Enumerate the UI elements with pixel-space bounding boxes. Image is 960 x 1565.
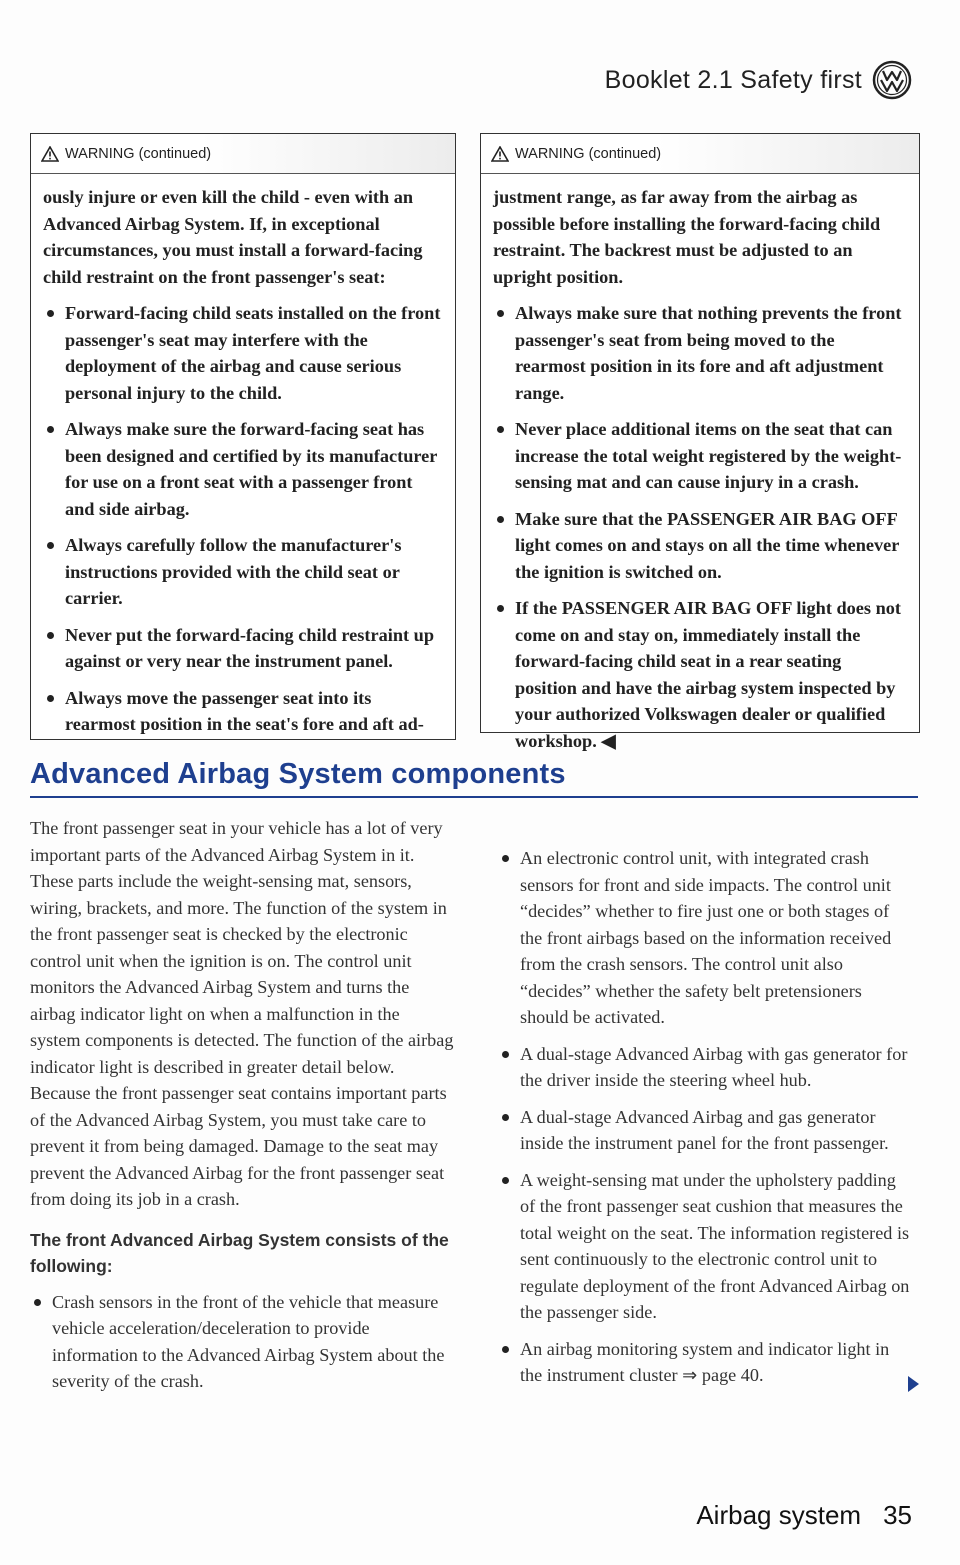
warning-bullet: Always make sure the forward-facing seat has been designed and certified by its manufacturer for use on a front seat with a passenger front and side airbag. — [43, 416, 443, 522]
component-bullet: A dual-stage Advanced Airbag with gas generator for the driver inside the steering wheel hub. — [498, 1041, 910, 1094]
page-header — [605, 60, 912, 100]
page-footer — [696, 1500, 912, 1531]
warning-bullet: Always make sure that nothing prevents the front passenger's seat from being moved to the rearmost position in its fore and aft adjustment range. — [493, 300, 907, 406]
component-bullet: A dual-stage Advanced Airbag and gas generator inside the instrument panel for the front passenger. — [498, 1104, 910, 1157]
warning-box-left — [30, 133, 456, 740]
component-bullet: An airbag monitoring system and indicator light in the instrument cluster ⇒ page 40. — [498, 1336, 910, 1389]
component-bullet: An electronic control unit, with integrated crash sensors for front and side impacts. The control unit “decides” whether to fire just one or both stages of the front airbags based on the information received from the crash sensors. The control unit also “decides” whether the safety belt pretensioners should be activated. — [498, 845, 910, 1031]
warning-bullet: If the PASSENGER AIR BAG OFF light does not come on and stay on, immediately install the forward-facing child seat in a rear seating position and have the airbag system inspected by your authorized Volkswagen dealer or qualified workshop. ◀ — [493, 595, 907, 754]
body-column-left — [30, 815, 454, 1405]
section-title: Advanced Airbag System components — [30, 758, 566, 790]
components-subheading: The front Advanced Airbag System consists of the following: — [30, 1229, 449, 1276]
warning-bullet: Make sure that the PASSENGER AIR BAG OFF light comes on and stays on all the time whenever the ignition is switched on. — [493, 506, 907, 586]
warning-bullet: Forward-facing child seats installed on the front passenger's seat may interfere with the deployment of the airbag and cause serious personal injury to the child. — [43, 300, 443, 406]
warning-header — [481, 134, 919, 174]
warning-title: WARNING (continued) — [65, 145, 212, 162]
chapter-label: Airbag system — [696, 1500, 862, 1530]
warning-bullet: Always move the passenger seat into its rearmost position in the seat's fore and aft ad- — [43, 685, 443, 738]
warning-box-right — [480, 133, 920, 751]
page-number: 35 — [883, 1500, 912, 1530]
warning-body — [481, 174, 919, 754]
warning-bullet: Never place additional items on the seat that can increase the total weight registered by the weight-sensing mat and can cause injury in a crash. — [493, 416, 907, 496]
section-intro: The front passenger seat in your vehicle has a lot of very important parts of the Advanced Airbag System in it. These parts include the weight-sensing mat, sensors, wiring, brackets, and more. The function of the system in the front passenger seat is checked by the electronic control unit when the ignition is on. The control unit monitors the Advanced Airbag System and turns the airbag indicator light on when a malfunction in the system components is detected. The function of the airbag indicator light is described in greater detail below. Because the front passenger seat contains important parts of the Advanced Airbag System, you must take care to prevent it from being damaged. Damage to the seat may prevent the Advanced Airbag for the front passenger seat from doing its job in a crash. — [30, 818, 454, 1209]
section-divider — [30, 796, 918, 798]
warning-body — [31, 174, 455, 738]
component-bullet: Crash sensors in the front of the vehicle that measure vehicle acceleration/deceleration to provide information to the Advanced Airbag System about the severity of the crash. — [30, 1289, 454, 1395]
component-bullet: A weight-sensing mat under the upholstery padding of the front passenger seat cushion that measures the total weight on the seat. The information registered is sent continuously to the electronic control unit to regulate deployment of the front Advanced Airbag on the passenger side. — [498, 1167, 910, 1326]
warning-intro: ously injure or even kill the child - even with an Advanced Airbag System. If, in exceptional circumstances, you must install a forward-facing child restraint on the front passenger's seat: — [43, 187, 423, 287]
warning-header — [31, 134, 455, 174]
warning-bullet: Never put the forward-facing child restraint up against or very near the instrument panel. — [43, 622, 443, 675]
booklet-title: Booklet 2.1 Safety first — [604, 65, 862, 94]
body-column-right — [498, 845, 910, 1399]
warning-bullet: Always carefully follow the manufacturer's instructions provided with the child seat or carrier. — [43, 532, 443, 612]
warning-title: WARNING (continued) — [515, 145, 662, 162]
vw-logo-icon — [872, 60, 912, 100]
warning-triangle-icon — [41, 146, 59, 162]
continue-arrow-icon — [908, 1376, 919, 1392]
warning-triangle-icon — [491, 146, 509, 162]
warning-intro: justment range, as far away from the airbag as possible before installing the forward-facing child restraint. The backrest must be adjusted to an upright position. — [493, 187, 881, 287]
